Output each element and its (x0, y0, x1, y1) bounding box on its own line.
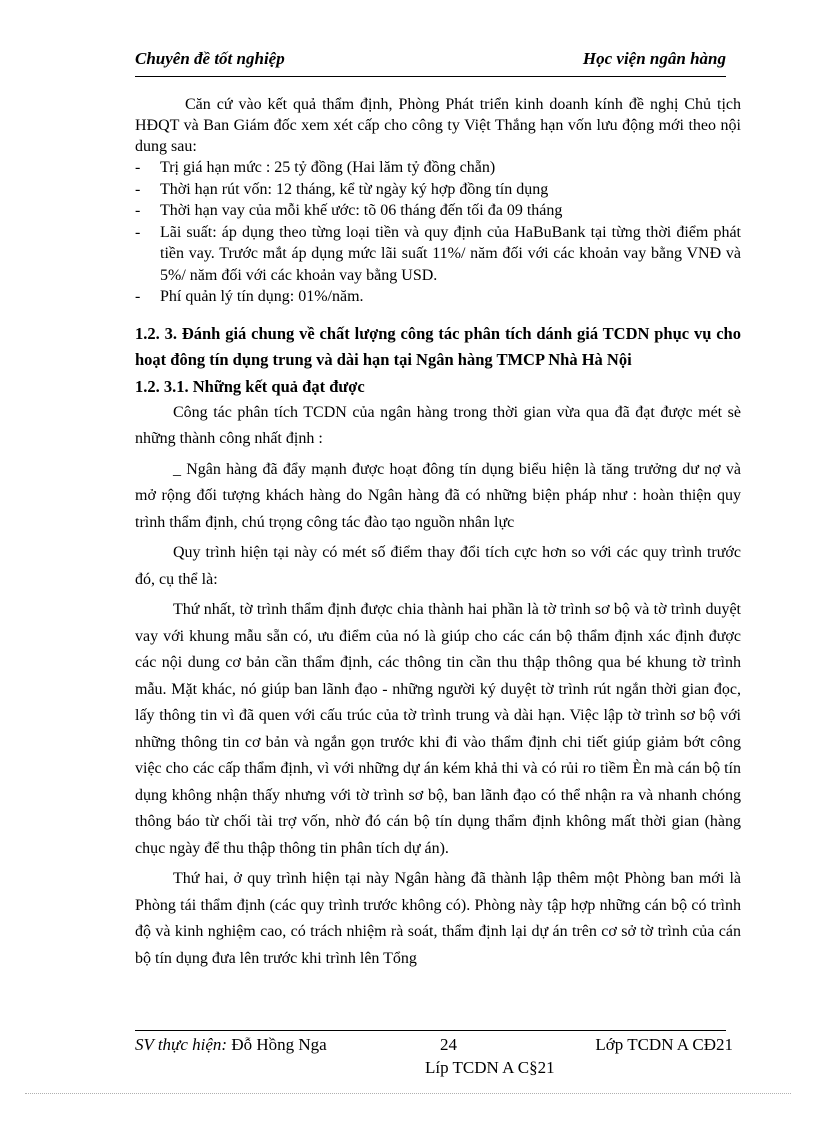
list-item (135, 157, 741, 179)
page-footer (135, 1035, 741, 1059)
body-paragraph: _ Ngân hàng đã đẩy mạnh được hoạt đông tín dụng biểu hiện là tăng trưởng dư nợ và mở rộng đối tượng khách hàng do Ngân hàng đã có những biện pháp như : hoàn thiện quy trình thẩm định, chú trọng công tác đào tạo nguồn nhân lực (135, 460, 741, 531)
page-header (135, 49, 726, 73)
list-item (135, 200, 741, 222)
dash-bullet: - (135, 202, 141, 219)
footer-class: Lớp TCDN A CĐ21 (595, 1035, 733, 1054)
header-institution: Học viện ngân hàng (582, 49, 726, 68)
dash-bullet: - (135, 288, 141, 305)
footer-author (135, 1035, 327, 1055)
body-paragraph: Quy trình hiện tại này có mét số điểm thay đổi tích cực hơn so với các quy trình trước đó, cụ thể là: (135, 544, 741, 588)
page-bottom-divider (25, 1093, 791, 1094)
list-item-text: Phí quản lý tín dụng: 01%/năm. (160, 288, 364, 305)
header-rule (135, 76, 726, 77)
list-item (135, 286, 741, 308)
intro-paragraph: Căn cứ vào kết quả thẩm định, Phòng Phát triển kinh doanh kính đề nghị Chủ tịch HĐQT và Ban Giám đốc xem xét cấp cho công ty Việt Thắng hạn vốn lưu động mới theo nội dung sau: (135, 96, 741, 155)
list-item-text: Thời hạn vay của mỗi khế ước: tõ 06 tháng đến tối đa 09 tháng (160, 202, 563, 219)
footer-rule (135, 1030, 726, 1031)
footer-author-name: Đỗ Hồng Nga (227, 1035, 327, 1054)
section-heading: 1.2. 3. Đánh giá chung về chất lượng công tác phân tích dánh giá TCDN phục vụ cho hoạt đông tín dụng trung và dài hạn tại Ngân hàng TMCP Nhà Hà Nội (135, 323, 741, 369)
body-paragraph: Thứ nhất, tờ trình thẩm định được chia thành hai phần là tờ trình sơ bộ và tờ trình duyệt vay với khung mẫu sẵn có, ưu điểm của nó là giúp cho các cán bộ thẩm định xác định được các nội dung cơ bản cần thẩm định, các thông tin cần thu thập thông qua bé khung tờ trình mẫu. Mặt khác, nó giúp ban lãnh đạo - những người ký duyệt tờ trình rút ngắn thời gian đọc, lấy thông tin vì đã quen với cấu trúc của tờ trình trung và dài hạn. Việc lập tờ trình sơ bộ với những thông tin cơ bản và ngắn gọn trước khi đi vào thẩm định chi tiết giúp giảm bớt công việc cho các cấp thẩm định, vì với những dự án kém khả thi và có rủi ro tiềm Èn mà cán bộ tín dụng không nhận thấy nhưng với tờ trình sơ bộ, ban lãnh đạo có thể nhận ra và nhanh chóng thông báo từ chối tài trợ vốn, nhờ đó cán bộ tín dụng thẩm định không mất thời gian (hàng chục ngày để thu thập thông tin phân tích dự án). (135, 601, 741, 857)
document-body (135, 94, 741, 976)
dash-bullet: - (135, 159, 141, 176)
loan-terms-list (135, 157, 741, 308)
list-item-text: Lãi suất: áp dụng theo từng loại tiền và quy định của HaBuBank tại từng thời điểm phát tiền vay. Trước mắt áp dụng mức lãi suất 11%/ năm đối với các khoản vay bằng VNĐ và 5%/ năm đối với các khoản vay bằng USD. (160, 223, 741, 284)
list-item-text: Thời hạn rút vốn: 12 tháng, kể từ ngày ký hợp đồng tín dụng (160, 180, 549, 198)
dash-bullet: - (135, 180, 141, 198)
dash-bullet: - (135, 223, 141, 241)
list-item-text: Trị giá hạn mức : 25 tỷ đồng (Hai lăm tỷ đồng chẵn) (160, 159, 496, 176)
footer-author-label: SV thực hiện: (135, 1035, 228, 1054)
page-number: 24 (440, 1035, 457, 1054)
list-item (135, 179, 741, 201)
list-item (135, 222, 741, 287)
body-paragraph: Công tác phân tích TCDN của ngân hàng trong thời gian vừa qua đã đạt được mét sè những thành công nhất định : (135, 403, 741, 447)
footer-class-alt: Líp TCDN A C§21 (425, 1058, 555, 1077)
header-title: Chuyên đề tốt nghiệp (135, 49, 285, 68)
subsection-heading: 1.2. 3.1. Những kết quả đạt được (135, 376, 365, 396)
body-paragraph: Thứ hai, ở quy trình hiện tại này Ngân hàng đã thành lập thêm một Phòng ban mới là Phòng tái thẩm định (các quy trình trước không có). Phòng này tập hợp những cán bộ có trình độ và kinh nghiệm cao, có trách nhiệm rà soát, thẩm định lại dự án trên cơ sở tờ trình của cán bộ tín dụng đưa lên trước khi trình lên Tổng (135, 870, 741, 967)
